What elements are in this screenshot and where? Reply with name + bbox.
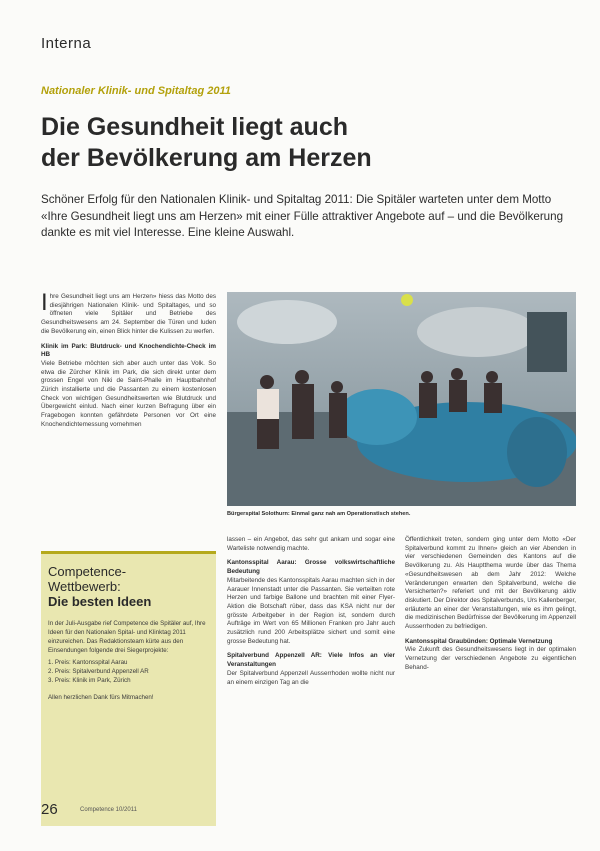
prize-3: 3. Preis: Klinik im Park, Zürich (48, 677, 131, 684)
subheading-aarau: Kantonsspital Aarau: Grosse volkswirtschaftliche Bedeutung (227, 559, 395, 576)
section-label: Interna (41, 35, 92, 52)
title-line-2: der Bevölkerung am Herzen (41, 144, 372, 172)
intro-paragraph (41, 289, 216, 337)
box-title (48, 564, 209, 609)
article-title (41, 112, 561, 174)
subheading-graubuenden: Kantonsspital Graubünden: Optimale Vernetzung (405, 637, 553, 645)
photo-illustration (227, 292, 576, 506)
paragraph-aarau: Mitarbeitende des Kantonsspitals Aarau machten sich in der Aarauer Innenstadt unter die Passanten. Sie verteilten rote Herzen und farbige Ballone und brachten mit einer Flyer-Aktion die Botschaft rüber, dass das KSA nicht nur der grösste Arbeitgeber in der Region ist, sondern durch Aufträge im Wert von 65 Millionen Franken pro Jahr auch zusätzlich rund 200 Arbeitsplätze sichert und somit eine grosse Bedeutung hat. (227, 576, 395, 645)
prize-2: 2. Preis: Spitalverbund Appenzell AR (48, 668, 149, 675)
subheading-appenzell: Spitalverbund Appenzell AR: Viele Infos an vier Veranstaltungen (227, 652, 395, 669)
text-column-3 (405, 536, 576, 673)
subheading-klinik-im-park: Klinik im Park: Blutdruck- und Knochendichte-Check im HB (41, 342, 216, 359)
page-number: 26 (41, 801, 58, 818)
paragraph-continued: lassen – ein Angebot, das sehr gut ankam und sogar eine Warteliste notwendig machte. (227, 536, 395, 552)
box-title-line-2: Wettbewerb: (48, 579, 121, 594)
drop-cap: I (41, 289, 48, 316)
box-title-line-3: Die besten Ideen (48, 594, 152, 609)
paragraph-appenzell-continued: Öffentlichkeit treten, sondern ging unter dem Motto «Der Spitalverbund kommt zu Ihnen» gleich an vier Abenden in vier verschiedenen Gemeinden des Kantons auf die Bevölkerung zu. Als Hauptthema wurde über das Thema «Gesundheitswesen ab dem Jahr 2012: Welche Veränderungen erwarten den Spitalverbund, welche die Versicherten?» referiert und mit der Bevölkerung aktiv diskutiert. Der Direktor des Spitalverbunds, Urs Kallenberger, erläuterte an einer der Veranstaltungen, wie es ihm gelingt, die medizinischen Bedürfnisse der Bevölkerung im Appenzell Ausserrhoden zu befriedigen. (405, 536, 576, 631)
article-lead: Schöner Erfolg für den Nationalen Klinik- und Spitaltag 2011: Die Spitäler warteten unter dem Motto «Ihre Gesundheit liegt uns am Herzen» mit einer Fülle attraktiver Angebote auf – und die Bevölkerung dankte es mit viel Interesse. Eine kleine Auswahl. (41, 193, 564, 239)
operating-room-photo (227, 292, 576, 506)
text-column-1 (41, 289, 216, 430)
paragraph-klinik-im-park: Viele Betriebe möchten sich aber auch unter das Volk. So etwa die Zürcher Klinik im Park, die sich direkt unter dem grossen Engel von Niki de Saint-Phalle im Hauptbahnhof Zürich installierte und die Passanten zu einem kostenlosen Check von wichtigen Gesundheitswerten wie Blutdruck und Übergewicht einlud. Nach einer kurzen Befragung über ein Fragebogen konnten gefährdete Personen vor Ort eine Knochendichtemessung vornehmen (41, 359, 216, 428)
issue-folio: Competence 10/2011 (80, 807, 137, 813)
box-thanks: Allen herzlichen Dank fürs Mitmachen! (48, 694, 154, 701)
title-line-1: Die Gesundheit liegt auch (41, 113, 348, 141)
paragraph-graubuenden: Wie Zukunft des Gesundheitswesens liegt in der optimalen Vernetzung der verschiedenen Angebote zu eigentlichen Behand- (405, 646, 576, 671)
prize-1: 1. Preis: Kantonsspital Aarau (48, 659, 128, 666)
text-column-2 (227, 536, 395, 687)
photo-caption: Bürgerspital Solothurn: Einmal ganz nah am Operationstisch stehen. (227, 511, 411, 517)
competition-box (41, 551, 216, 826)
box-title-line-1: Competence- (48, 564, 127, 579)
box-body (48, 619, 209, 702)
box-intro: In der Juli-Ausgabe rief Competence die Spitäler auf, Ihre Ideen für den Nationalen Spital- und Klinktag 2011 einzureichen. Das Redaktionsteam kürte aus den Einsendungen folgende drei Siegerprojekte: (48, 620, 206, 654)
intro-text: hre Gesundheit liegt uns am Herzen» hiess das Motto des diesjährigen Nationalen Klinik- und Spitaltages, und so öffneten viele Spitäler und Betriebe des Gesundheitswesens am 24. September die Türen und luden die Bevölkerung ein, einen Blick hinter die Kulissen zu werfen. (41, 293, 216, 335)
prize-list (48, 658, 209, 685)
article-kicker: Nationaler Klinik- und Spitaltag 2011 (41, 85, 231, 97)
paragraph-appenzell: Der Spitalverbund Appenzell Ausserrhoden wollte nicht nur an einem einzigen Tag an die (227, 669, 395, 686)
